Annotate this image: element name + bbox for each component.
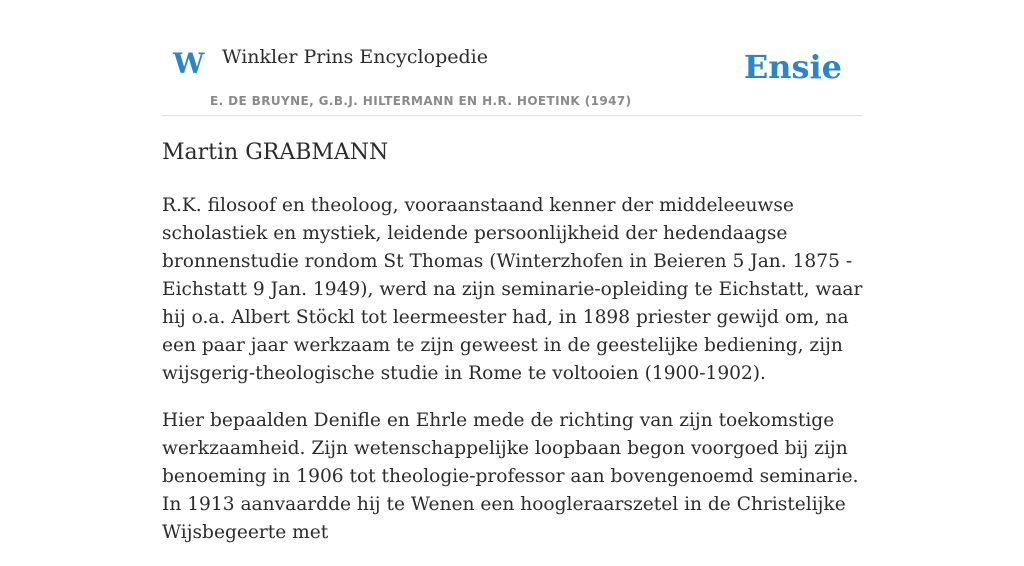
article-title: Martin GRABMANN bbox=[162, 140, 389, 165]
header bbox=[162, 30, 862, 116]
article-paragraph: R.K. filosoof en theoloog, vooraanstaand kenner der middeleeuwse scholastiek en mystiek, leidende persoonlijkheid der hedendaagse bronnenstudie rondom St Thomas (Winterzhofen in Beieren 5 Jan. 1875 - Eichstatt 9 Jan. 1949), werd na zijn seminarie-opleiding te Eichstatt, waar hij o.a. Albert Stöckl tot leermeester had, in 1898 priester gewijd om, na een paar jaar werkzaam te zijn geweest in de geestelijke bediening, zijn wijsgerig-theologische studie in Rome te voltooien (1900-1902). bbox=[162, 195, 863, 384]
ensie-brand-link[interactable]: Ensie bbox=[743, 48, 842, 86]
winkler-prins-logo-icon[interactable]: W bbox=[173, 47, 205, 80]
article-body bbox=[162, 192, 866, 566]
book-title[interactable]: Winkler Prins Encyclopedie bbox=[222, 46, 488, 68]
book-authors: E. DE BRUYNE, G.B.J. HILTERMANN EN H.R. HOETINK (1947) bbox=[210, 94, 632, 108]
article-paragraph: Hier bepaalden Denifle en Ehrle mede de richting van zijn toekomstige werkzaamheid. Zijn wetenschappelijke loopbaan begon voorgoed bij zijn benoeming in 1906 tot theologie-professor aan bovengenoemd seminarie. In 1913 aanvaardde hij te Wenen een hoogleraarszetel in de Christelijke Wijsbegeerte met bbox=[162, 410, 859, 543]
